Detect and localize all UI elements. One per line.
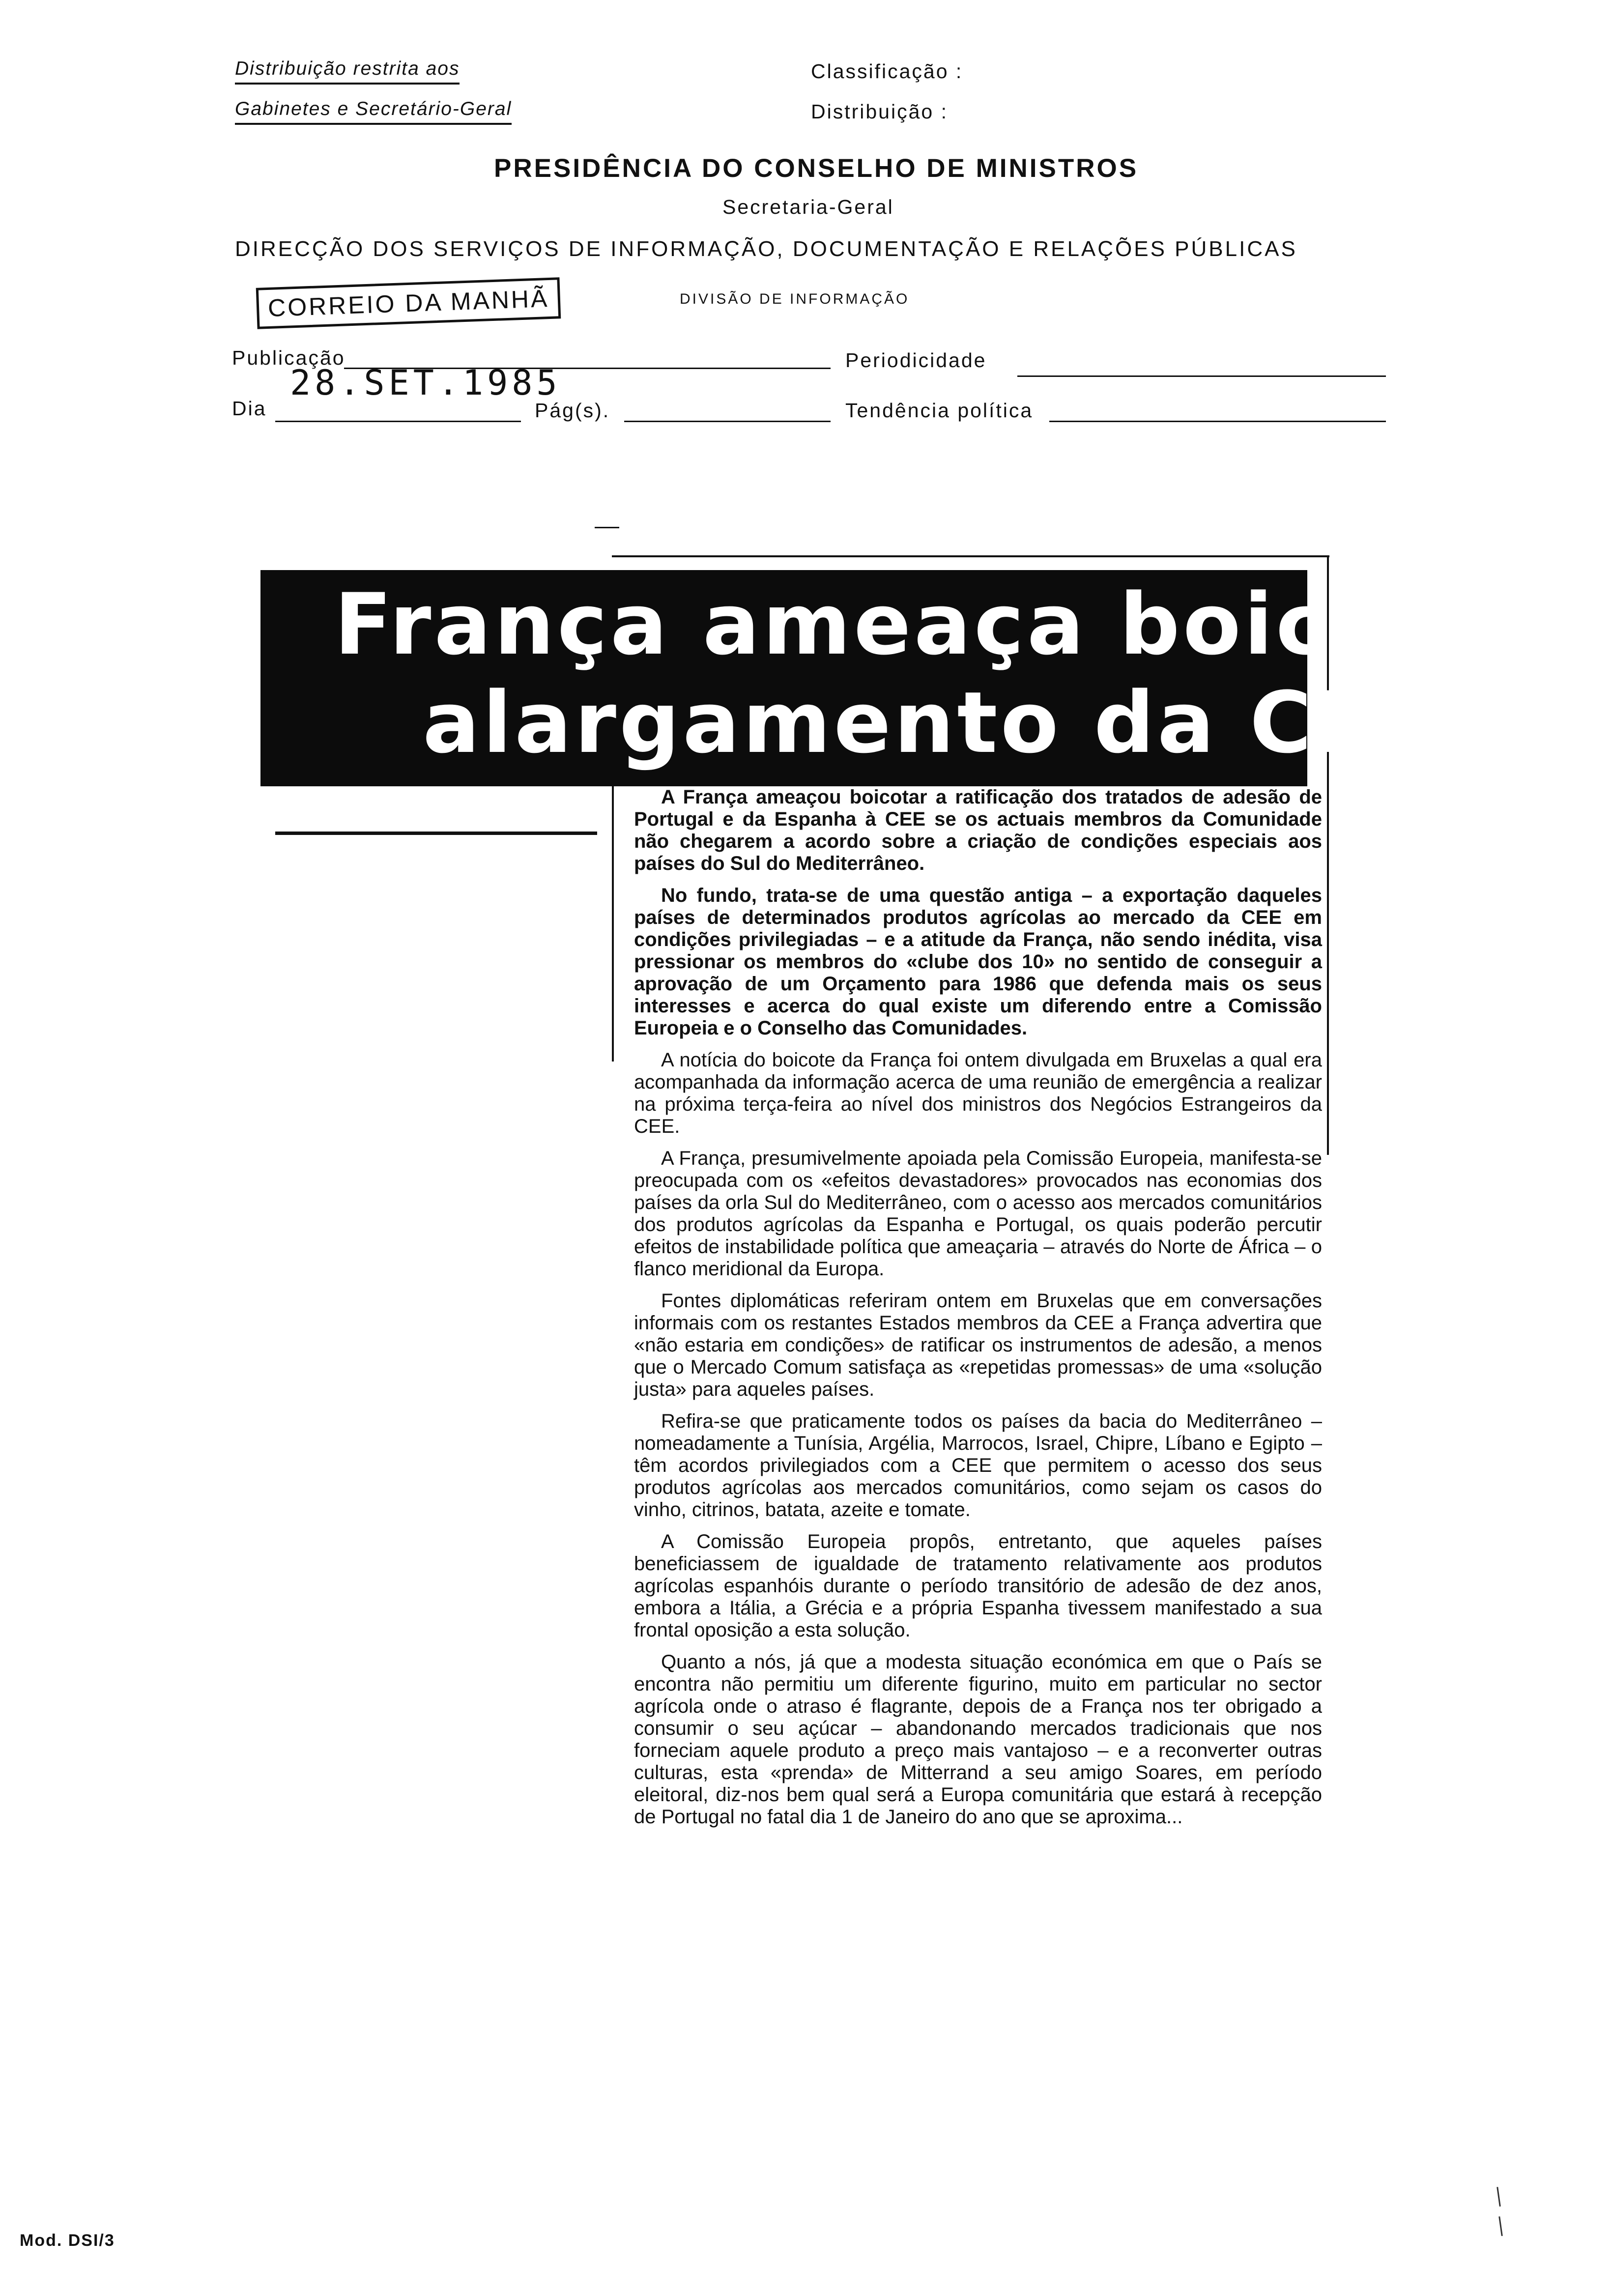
article-paragraph: A França ameaçou boicotar a ratificação dos tratados de adesão de Portugal e da Espanha à CEE se os actuais membros da Comunidade não chegarem a acordo sobre a criação de condições especiais aos países do Sul do Mediterrâneo.	[634, 786, 1322, 874]
margin-mark	[1497, 2187, 1501, 2207]
clipping-top-border	[612, 555, 1329, 557]
direccao-line: DIRECÇÃO DOS SERVIÇOS DE INFORMAÇÃO, DOCUMENTAÇÃO E RELAÇÕES PÚBLICAS	[235, 237, 1297, 261]
article-paragraph: No fundo, trata-se de uma questão antiga – a exportação daqueles países de determinados produtos agrícolas ao mercado da CEE em condições privilegiadas – e a atitude da França, não sendo inédita, visa pressionar os membros do «clube dos 10» no sentido de conseguir a aprovação de um Orçamento para 1986 que defenda mais os seus interesses e acerca do qual existe um diferendo entre a Comissão Europeia e o Conselho das Comunidades.	[634, 885, 1322, 1039]
org-title: PRESIDÊNCIA DO CONSELHO DE MINISTROS	[494, 154, 1139, 183]
publication-stamp: CORREIO DA MANHÃ	[256, 277, 561, 329]
distribuicao-label: Distribuição :	[811, 100, 948, 123]
dash-mark	[595, 527, 619, 528]
article-body	[634, 786, 1322, 1838]
clipping-left-border	[612, 786, 614, 1062]
left-rule	[275, 832, 597, 835]
tendencia-line	[1049, 421, 1386, 422]
periodicidade-label: Periodicidade	[845, 349, 987, 372]
periodicidade-line	[1017, 375, 1386, 377]
dia-label: Dia	[232, 397, 267, 420]
publicacao-label: Publicação	[232, 346, 345, 369]
article-paragraph: A notícia do boicote da França foi ontem divulgada em Bruxelas a qual era acompanhada da informação acerca de uma reunião de emergência a realizar na próxima terça-feira ao nível dos ministros dos Negócios Estrangeiros da CEE.	[634, 1049, 1322, 1137]
restricted-distribution-line2: Gabinetes e Secretário-Geral	[235, 98, 512, 125]
article-paragraph: A França, presumivelmente apoiada pela Comissão Europeia, manifesta-se preocupada com os «efeitos devastadores» provocados nas economias dos países da orla Sul do Mediterrâneo, com o acesso aos mercados comunitários dos produtos agrícolas da Espanha e Portugal, os quais poderão percutir efeitos de instabilidade política que ameaçaria – através do Norte de África – o flanco meridional da Europa.	[634, 1148, 1322, 1280]
headline-line1: França ameaça boicotar	[334, 575, 1538, 674]
article-paragraph: Quanto a nós, já que a modesta situação económica em que o País se encontra não permitiu um diferente figurino, muito em particular no sector agrícola onde o atraso é flagrante, depois de a França nos ter obrigado a consumir o seu açúcar – abandonando mercados tradicionais que nos forneciam aquele produto a preço mais vantajoso – e a reconverter outras culturas, esta «prenda» de Mitterrand a seu amigo Soares, em período eleitoral, diz-nos bem qual será a Europa comunitária que estará à recepção de Portugal no fatal dia 1 de Janeiro do ano que se aproxima...	[634, 1651, 1322, 1828]
restricted-distribution-line1: Distribuição restrita aos	[235, 58, 460, 85]
margin-mark	[1498, 2216, 1503, 2236]
org-subtitle: Secretaria-Geral	[722, 196, 894, 218]
article-paragraph: Fontes diplomáticas referiram ontem em Bruxelas que em conversações informais com os restantes Estados membros da CEE a França advertira que «não estaria em condições» de ratificar os instrumentos de adesão, a menos que o Mercado Comum satisfaça as «repetidas promessas» de uma «solução justa» para aqueles países.	[634, 1290, 1322, 1400]
form-code: Mod. DSI/3	[20, 2231, 115, 2250]
pags-line	[624, 421, 831, 422]
headline-line2: alargamento da CEE	[423, 673, 1436, 772]
article-paragraph: Refira-se que praticamente todos os países da bacia do Mediterrâneo – nomeadamente a Tunísia, Argélia, Marrocos, Israel, Chipre, Líbano e Egipto – têm acordos privilegiados com a CEE que permitem o acesso dos seus produtos agrícolas aos mercados comunitários, como sejam os casos do vinho, citrinos, batata, azeite e tomate.	[634, 1410, 1322, 1521]
divisao-label: DIVISÃO DE INFORMAÇÃO	[680, 291, 910, 307]
pags-label: Pág(s).	[535, 399, 610, 422]
classificacao-label: Classificação :	[811, 60, 963, 83]
date-stamp: 28.SET.1985	[290, 363, 561, 403]
article-paragraph: A Comissão Europeia propôs, entretanto, que aqueles países beneficiassem de igualdade de tratamento relativamente aos produtos agrícolas espanhóis durante o período transitório de adesão de dez anos, embora a Itália, a Grécia e a própria Espanha tivessem manifestado a sua frontal oposição a esta solução.	[634, 1531, 1322, 1641]
dia-line	[275, 421, 521, 422]
tendencia-label: Tendência política	[845, 399, 1034, 422]
